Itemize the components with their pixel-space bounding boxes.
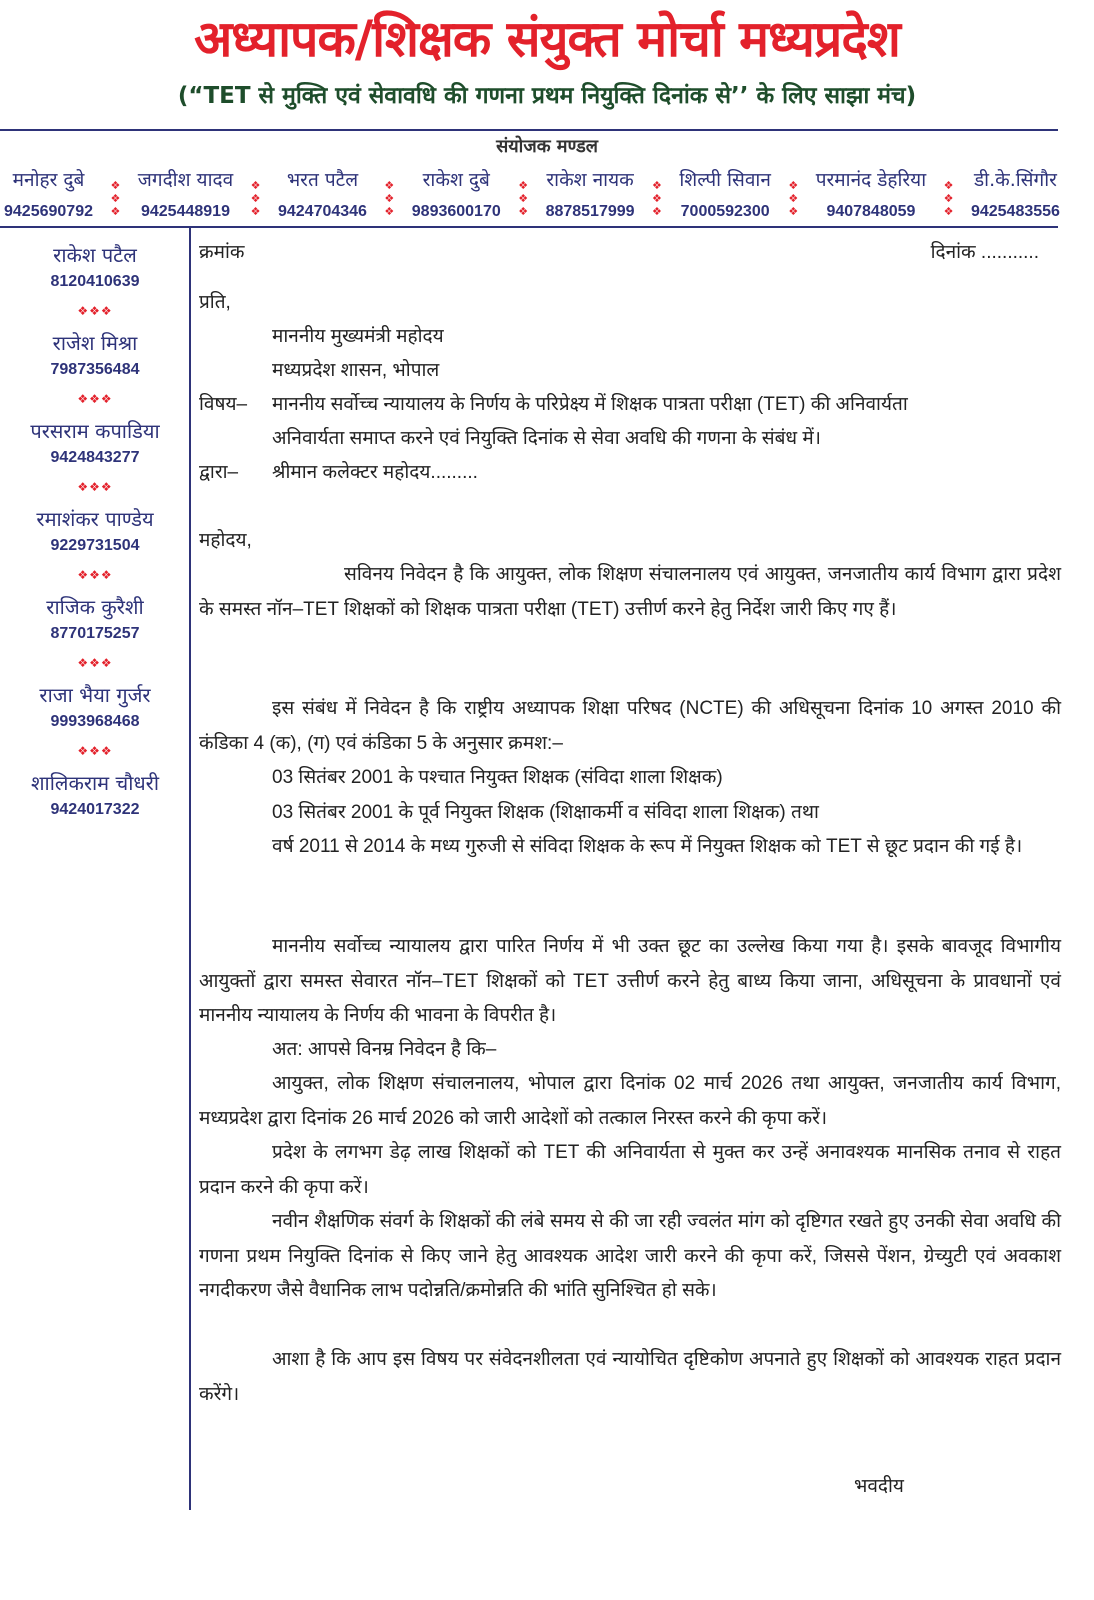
member-phone: 9229731504 — [50, 537, 140, 554]
ornament-separator — [110, 166, 120, 224]
convenor-phone: 7000592300 — [680, 203, 770, 220]
convenor-name: भरत पटैल — [286, 169, 359, 191]
to-label: प्रति, — [199, 292, 231, 313]
diamond-ornament-icon: ❖ — [652, 204, 662, 218]
convenor-name: राकेश नायक — [546, 169, 634, 191]
diamond-ornament-icon: ❖ — [384, 204, 395, 218]
member-name: परसराम कपाडिया — [30, 419, 160, 443]
convenor-phone: 8878517999 — [545, 203, 635, 220]
diamond-ornament-icon: ❖ — [788, 178, 799, 192]
diamond-ornament-icon: ❖ — [943, 191, 954, 205]
diamond-ornament-icon: ❖❖❖ — [77, 744, 113, 758]
diamond-ornament-icon: ❖ — [110, 204, 121, 218]
convenor-phone: 9407848059 — [826, 203, 916, 220]
request-2: प्रदेश के लगभग डेढ़ लाख शिक्षकों को TET की अनिवार्यता से मुक्त कर उन्हें अनावश्यक मानसिक तनाव से राहत प्रदान करने की कृपा करें। — [199, 1142, 1061, 1198]
member-phone: 9424843277 — [50, 449, 140, 466]
subject-line-2: अनिवार्यता समाप्त करने एवं नियुक्ति दिनांक से सेवा अवधि की गणना के संबंध में। — [272, 428, 821, 449]
diamond-ornament-icon: ❖ — [250, 191, 261, 205]
diamond-ornament-icon: ❖ — [384, 178, 395, 192]
convenor-name: डी.के.सिंगौर — [973, 169, 1057, 191]
member-name: राजा भैया गुर्जर — [39, 683, 151, 707]
request-3: नवीन शैक्षणिक संवर्ग के शिक्षकों की लंबे समय से की जा रही ज्वलंत मांग को दृष्टिगत रखते हुए उनकी सेवा अवधि की गणना प्रथम नियुक्ति दिनांक से किए जाने हेतु आवश्यक आदेश जारी करने की कृपा करें, जिससे पेंशन, ग्रेच्युटी एवं अवकाश नगदीकरण जैसे वैधानिक लाभ पदोन्नति/क्रमोन्नति की भांति सुनिश्चित हो सके। — [199, 1211, 1061, 1301]
paragraph-2: इस संबंध में निवेदन है कि राष्ट्रीय अध्यापक शिक्षा परिषद (NCTE) की अधिसूचना दिनांक 10 अगस्त 2010 की कंडिका 4 (क), (ग) एवं कंडिका 5 के अनुसार क्रमश:– — [199, 698, 1061, 754]
member-phone: 8770175257 — [50, 625, 140, 642]
exemption-item: 03 सितंबर 2001 के पश्चात नियुक्त शिक्षक (संविदा शाला शिक्षक) — [272, 767, 723, 788]
convenor-phone: 9424704346 — [277, 203, 367, 220]
ornament-separator — [518, 166, 528, 224]
request-1: आयुक्त, लोक शिक्षण संचालनालय, भोपाल द्वारा दिनांक 02 मार्च 2026 तथा आयुक्त, जनजातीय कार्य विभाग, मध्यप्रदेश द्वारा दिनांक 26 मार्च 2026 को जारी आदेशों को तत्काल निरस्त करने की कृपा करें। — [199, 1073, 1061, 1129]
convenor — [412, 166, 501, 224]
convenor — [546, 166, 635, 224]
convenor-name: मनोहर दुबे — [12, 169, 85, 191]
convenor-name: जगदीश यादव — [137, 169, 234, 191]
convenor — [278, 166, 367, 224]
exemption-item: वर्ष 2011 से 2014 के मध्य गुरुजी से संविदा शिक्षक के रूप में नियुक्त शिक्षक को TET से छूट प्रदान की गई है। — [272, 836, 1023, 857]
diamond-ornament-icon: ❖❖❖ — [77, 392, 113, 406]
convenor-phone: 9425448919 — [140, 203, 230, 220]
diamond-ornament-icon: ❖ — [110, 178, 121, 192]
member-phone: 7987356484 — [50, 361, 140, 378]
diamond-ornament-icon: ❖ — [110, 191, 121, 205]
member-name: राकेश पटैल — [53, 243, 137, 267]
diamond-ornament-icon: ❖ — [518, 204, 529, 218]
diamond-ornament-icon: ❖ — [250, 178, 261, 192]
recipient-line-2: मध्यप्रदेश शासन, भोपाल — [272, 360, 440, 381]
request-intro: अत: आपसे विनम्र निवेदन है कि– — [272, 1039, 497, 1060]
member-entry — [39, 680, 150, 734]
member-phone: 8120410639 — [50, 273, 140, 290]
diamond-ornament-icon: ❖ — [652, 178, 662, 192]
via-text: श्रीमान कलेक्टर महोदय......... — [272, 462, 478, 483]
header-divider — [0, 129, 1058, 131]
member-entry — [51, 328, 140, 382]
diamond-ornament-icon: ❖ — [788, 204, 799, 218]
diamond-ornament-icon: ❖❖❖ — [77, 480, 113, 494]
member-name: राजेश मिश्रा — [52, 331, 138, 355]
diamond-ornament-icon: ❖ — [518, 191, 529, 205]
diamond-ornament-icon: ❖ — [250, 204, 261, 218]
ornament-separator — [251, 166, 261, 224]
convenor — [4, 166, 93, 224]
convenor-phone: 9425483556 — [970, 203, 1060, 220]
convenor — [138, 166, 233, 224]
member-entry — [30, 416, 159, 470]
convenor-name: शिल्पी सिवान — [679, 169, 771, 191]
paragraph-1: सविनय निवेदन है कि आयुक्त, लोक शिक्षण संचालनालय एवं आयुक्त, जनजातीय कार्य विभाग द्वारा प्रदेश के समस्त नॉन–TET शिक्षकों को शिक्षक पात्रता परीक्षा (TET) उत्तीर्ण करने हेतु निर्देश जारी किए गए हैं। — [199, 564, 1061, 620]
diamond-ornament-icon: ❖ — [788, 191, 799, 205]
ornament-separator — [944, 166, 954, 224]
diamond-ornament-icon: ❖ — [518, 178, 529, 192]
salutation: महोदय, — [199, 530, 252, 551]
via-label: द्वारा– — [199, 462, 239, 483]
diamond-ornament-icon: ❖ — [652, 191, 662, 205]
diamond-ornament-icon: ❖❖❖ — [77, 656, 113, 670]
convenor-phone: 9425690792 — [4, 203, 93, 220]
member-name: रमाशंकर पाण्डेय — [36, 507, 154, 531]
member-name: शालिकराम चौधरी — [30, 771, 160, 795]
convenor — [816, 166, 926, 224]
paragraph-3: माननीय सर्वोच्च न्यायालय द्वारा पारित निर्णय में भी उक्त छूट का उल्लेख किया गया है। इसके बावजूद विभागीय आयुक्तों द्वारा समस्त सेवारत नॉन–TET शिक्षकों को TET उत्तीर्ण करने हेतु बाध्य किया जाना, अधिसूचना के प्रावधानों एवं माननीय न्यायालय के निर्णय की भावना के विपरीत है। — [199, 936, 1061, 1026]
diamond-ornament-icon: ❖ — [384, 191, 395, 205]
convenor-divider — [0, 226, 1058, 228]
ornament-separator — [652, 166, 662, 224]
reference-label: क्रमांक — [199, 242, 245, 263]
diamond-ornament-icon: ❖ — [943, 178, 954, 192]
convenor — [679, 166, 771, 224]
subject-label: विषय– — [199, 394, 248, 415]
recipient-line-1: माननीय मुख्यमंत्री महोदय — [272, 326, 444, 347]
diamond-ornament-icon: ❖ — [943, 204, 954, 218]
convenor-name: परमानंद डेहरिया — [815, 169, 927, 191]
member-entry — [46, 592, 143, 646]
subject-line-1: माननीय सर्वोच्च न्यायालय के निर्णय के परिप्रेक्ष्य में शिक्षक पात्रता परीक्षा (TET) की अनिवार्यता — [272, 394, 908, 415]
convenor — [971, 166, 1060, 224]
date-label: दिनांक ........... — [930, 242, 1039, 263]
convenor-name: राकेश दुबे — [422, 169, 490, 191]
ornament-separator — [384, 166, 394, 224]
member-entry — [31, 768, 159, 822]
closing-paragraph: आशा है कि आप इस विषय पर संवेदनशीलता एवं न्यायोचित दृष्टिकोण अपनाते हुए शिक्षकों को आवश्यक राहत प्रदान करेंगे। — [199, 1349, 1061, 1405]
exemption-item: 03 सितंबर 2001 के पूर्व नियुक्त शिक्षक (शिक्षाकर्मी व संविदा शाला शिक्षक) तथा — [272, 801, 819, 823]
signoff: भवदीय — [854, 1476, 904, 1497]
ornament-separator — [788, 166, 798, 224]
exemption-list — [272, 761, 1061, 830]
member-phone: 9993968468 — [50, 713, 140, 730]
committee-title: संयोजक मण्डल — [496, 136, 598, 157]
member-name: राजिक कुरैशी — [46, 595, 144, 619]
member-entry — [51, 240, 140, 294]
convenor-list — [4, 166, 1060, 224]
member-sidebar — [0, 240, 190, 822]
diamond-ornament-icon: ❖❖❖ — [77, 304, 113, 318]
member-phone: 9424017322 — [50, 801, 140, 818]
organization-subtitle: (“TET से मुक्ति एवं सेवावधि की गणना प्रथम नियुक्ति दिनांक से’’ के लिए साझा मंच) — [177, 83, 917, 109]
convenor-phone: 9893600170 — [411, 203, 501, 220]
member-entry — [36, 504, 153, 558]
diamond-ornament-icon: ❖❖❖ — [77, 568, 113, 582]
organization-title: अध्यापक/शिक्षक संयुक्त मोर्चा मध्यप्रदेश — [194, 10, 900, 68]
